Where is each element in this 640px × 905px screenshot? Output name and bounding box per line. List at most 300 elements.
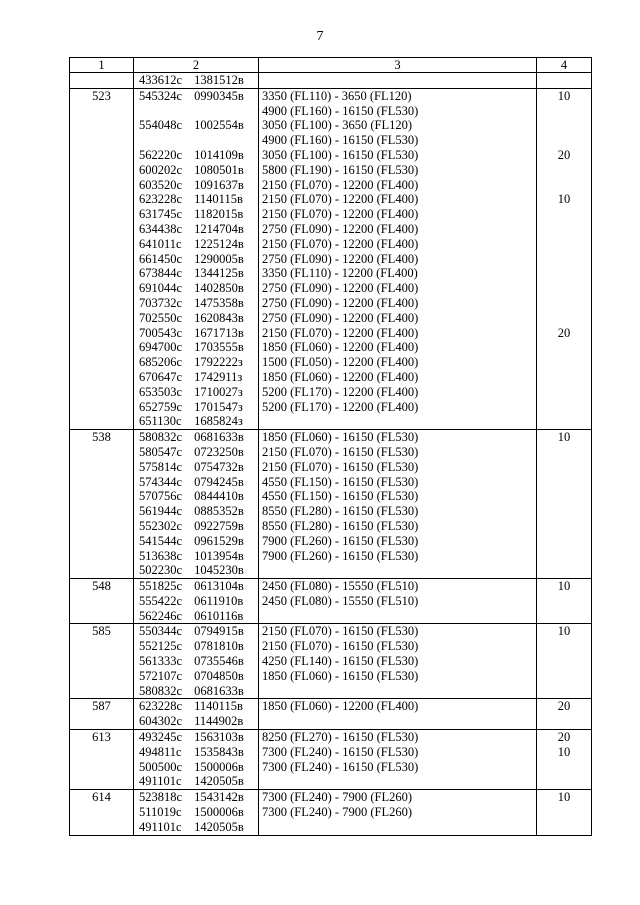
coordinate-line (134, 266, 258, 281)
coordinate-line (134, 639, 258, 654)
route-number: 523 (92, 88, 111, 103)
latitude: 600202с (139, 162, 183, 177)
latitude: 702550с (139, 310, 183, 325)
value (537, 654, 591, 669)
longitude: 1214704в (194, 221, 244, 236)
latitude: 493245с (139, 730, 183, 745)
value (537, 73, 591, 88)
table-row (70, 579, 592, 624)
longitude: 1701547з (194, 399, 243, 414)
altitude-range: 5800 (FL190) - 16150 (FL530) (262, 162, 419, 177)
value (537, 222, 591, 237)
latitude: 551825с (139, 579, 183, 594)
latitude: 651130с (139, 414, 182, 429)
coordinate-line (134, 252, 258, 267)
table-row (70, 624, 592, 699)
route-number (70, 73, 133, 88)
latitude: 604302с (139, 714, 183, 729)
value (537, 118, 591, 133)
column-header-1: 1 (70, 58, 134, 73)
value-cell (537, 88, 592, 429)
coordinate-line (134, 178, 258, 193)
altitude-range: 7900 (FL260) - 16150 (FL530) (262, 533, 419, 548)
longitude: 1140115в (194, 699, 243, 714)
latitude: 561333с (139, 654, 183, 669)
value: 20 (557, 325, 571, 340)
longitude: 1002554в (194, 118, 244, 133)
altitude-range: 7300 (FL240) - 16150 (FL530) (262, 744, 419, 759)
coordinate-line (134, 370, 258, 385)
longitude: 0781810в (194, 639, 244, 654)
value-cell (537, 624, 592, 699)
coordinate-line (134, 207, 258, 222)
latitude: 580832с (139, 683, 183, 698)
altitude-range: 2150 (FL070) - 12200 (FL400) (262, 325, 419, 340)
value (537, 475, 591, 490)
latitude: 554048с (139, 118, 183, 133)
value (537, 549, 591, 564)
altitude-range: 2150 (FL070) - 16150 (FL530) (262, 459, 419, 474)
column-header-2: 2 (134, 58, 259, 73)
latitude: 694700с (139, 340, 183, 355)
value (537, 104, 591, 119)
altitude-range (259, 609, 536, 624)
value (537, 760, 591, 775)
altitude-range: 1850 (FL060) - 12200 (FL400) (262, 699, 419, 714)
longitude: 1703555в (194, 340, 244, 355)
longitude: 1140115в (194, 192, 243, 207)
coordinates-cell (134, 699, 259, 730)
table-header-row (70, 58, 592, 73)
value: 10 (557, 579, 571, 594)
value (537, 534, 591, 549)
route-number: 548 (92, 579, 111, 594)
longitude: 0681633в (194, 430, 244, 445)
coordinate-line (134, 118, 258, 133)
longitude: 1091637в (194, 177, 244, 192)
value (537, 237, 591, 252)
value (537, 639, 591, 654)
coordinate-line (134, 579, 258, 594)
altitude-range: 1850 (FL060) - 16150 (FL530) (262, 430, 419, 445)
latitude: 491101с (139, 819, 182, 834)
altitude-range: 1500 (FL050) - 12200 (FL400) (262, 355, 419, 370)
table-row (70, 790, 592, 835)
value (537, 207, 591, 222)
longitude: 1144902в (194, 714, 244, 729)
latitude: 580832с (139, 430, 183, 445)
coordinates-cell (134, 624, 259, 699)
longitude: 1225124в (194, 236, 244, 251)
longitude: 0613104в (194, 579, 244, 594)
value-cell (537, 790, 592, 835)
latitude: 623228с (139, 699, 183, 714)
coordinate-line (134, 714, 258, 729)
coordinate-line (134, 654, 258, 669)
coordinate-line (134, 730, 258, 745)
longitude: 1402850в (194, 281, 244, 296)
value (537, 178, 591, 193)
longitude: 0961529в (194, 533, 244, 548)
coordinate-line (134, 519, 258, 534)
latitude: 511019с (139, 805, 182, 820)
longitude: 1013954в (194, 548, 244, 563)
route-number-cell (70, 73, 134, 89)
coordinate-line (134, 148, 258, 163)
longitude: 0844410в (194, 489, 244, 504)
value (537, 609, 591, 624)
altitude-range (259, 684, 536, 699)
longitude: 1710027з (194, 384, 243, 399)
altitude-range: 8550 (FL280) - 16150 (FL530) (262, 504, 419, 519)
value (537, 252, 591, 267)
value: 10 (557, 430, 571, 445)
value (537, 519, 591, 534)
latitude: 570756с (139, 489, 183, 504)
coordinate-line (134, 563, 258, 578)
coordinates-cell (134, 790, 259, 835)
altitude-range: 2750 (FL090) - 12200 (FL400) (262, 251, 419, 266)
value (537, 133, 591, 148)
longitude: 1182015в (194, 207, 244, 222)
route-number-cell (70, 430, 134, 579)
value: 20 (557, 147, 571, 162)
coordinate-line (134, 430, 258, 445)
altitude-range: 2750 (FL090) - 12200 (FL400) (262, 221, 419, 236)
altitude-range-cell (259, 579, 537, 624)
latitude: 562246с (139, 608, 183, 623)
latitude: 513638с (139, 548, 183, 563)
value (537, 340, 591, 355)
table-row (70, 730, 592, 790)
coordinate-line (134, 760, 258, 775)
value (537, 311, 591, 326)
coordinate-line (134, 296, 258, 311)
latitude: 555422с (139, 593, 183, 608)
latitude: 574344с (139, 474, 183, 489)
route-number: 585 (92, 624, 111, 639)
longitude: 1290005в (194, 251, 244, 266)
route-number-cell (70, 730, 134, 790)
altitude-range: 2150 (FL070) - 16150 (FL530) (262, 444, 419, 459)
altitude-range: 4550 (FL150) - 16150 (FL530) (262, 489, 419, 504)
altitude-range: 2150 (FL070) - 12200 (FL400) (262, 192, 419, 207)
altitude-range: 2750 (FL090) - 12200 (FL400) (262, 281, 419, 296)
longitude: 1475358в (194, 295, 244, 310)
value (537, 820, 591, 835)
value (537, 163, 591, 178)
value-cell (537, 430, 592, 579)
route-number: 614 (92, 790, 111, 805)
longitude: 1381512в (194, 73, 244, 87)
value: 20 (557, 699, 571, 714)
route-number-cell (70, 624, 134, 699)
altitude-range: 2450 (FL080) - 15550 (FL510) (262, 593, 419, 608)
coordinates-cell (134, 579, 259, 624)
value (537, 563, 591, 578)
latitude: 491101с (139, 774, 182, 789)
coordinate-line (134, 163, 258, 178)
coordinates-cell (134, 730, 259, 790)
value (537, 774, 591, 789)
value (537, 489, 591, 504)
coordinate-line (134, 745, 258, 760)
coordinate-line (134, 549, 258, 564)
route-number: 613 (92, 730, 111, 745)
altitude-range (259, 414, 536, 429)
latitude: 653503с (139, 384, 183, 399)
coordinate-line (134, 475, 258, 490)
value (537, 460, 591, 475)
longitude: 1344125в (194, 266, 244, 281)
coordinate-line (134, 311, 258, 326)
longitude: 0794915в (194, 624, 244, 639)
longitude: 1535843в (194, 744, 244, 759)
latitude: 545324с (139, 88, 183, 103)
latitude: 575814с (139, 459, 183, 474)
value-cell (537, 699, 592, 730)
latitude: 700543с (139, 325, 183, 340)
coordinate-line (134, 192, 258, 207)
altitude-range (259, 563, 536, 578)
altitude-range (259, 73, 536, 88)
altitude-range: 2750 (FL090) - 12200 (FL400) (262, 310, 419, 325)
longitude: 0611910в (194, 593, 244, 608)
value (537, 714, 591, 729)
longitude: 1543142в (194, 790, 244, 805)
altitude-range: 2150 (FL070) - 12200 (FL400) (262, 236, 419, 251)
route-number-cell (70, 88, 134, 429)
coordinate-line (134, 790, 258, 805)
coordinate-line (134, 400, 258, 415)
altitude-range: 1850 (FL060) - 12200 (FL400) (262, 340, 419, 355)
altitude-range: 1850 (FL060) - 16150 (FL530) (262, 668, 419, 683)
altitude-range-cell (259, 88, 537, 429)
value (537, 594, 591, 609)
coordinate-line (134, 489, 258, 504)
value (537, 385, 591, 400)
altitude-range: 2450 (FL080) - 15550 (FL510) (262, 579, 419, 594)
table-row (70, 430, 592, 579)
longitude: 1045230в (194, 563, 244, 578)
longitude: 1742911з (194, 369, 243, 384)
latitude: 561944с (139, 504, 183, 519)
value: 10 (557, 790, 571, 805)
altitude-range: 8550 (FL280) - 16150 (FL530) (262, 518, 419, 533)
longitude: 0681633в (194, 683, 244, 698)
altitude-range (259, 774, 536, 789)
longitude: 1792222з (194, 355, 243, 370)
latitude: 500500с (139, 759, 183, 774)
longitude: 1671713в (194, 325, 244, 340)
latitude: 634438с (139, 221, 183, 236)
altitude-range-cell (259, 430, 537, 579)
altitude-range: 7900 (FL260) - 16150 (FL530) (262, 548, 419, 563)
latitude: 523818с (139, 790, 183, 805)
latitude: 494811с (139, 744, 182, 759)
longitude: 1014109в (194, 147, 244, 162)
latitude: 641011с (139, 236, 182, 251)
coordinate-line (134, 237, 258, 252)
value (537, 684, 591, 699)
coordinate-line (134, 222, 258, 237)
route-number-cell (70, 790, 134, 835)
coordinate-line (134, 414, 258, 429)
altitude-range-cell (259, 699, 537, 730)
coordinate-line (134, 699, 258, 714)
latitude: 631745с (139, 207, 183, 222)
longitude: 0922759в (194, 518, 244, 533)
value (537, 355, 591, 370)
route-number-cell (70, 579, 134, 624)
airspace-table (69, 57, 592, 836)
value-cell (537, 730, 592, 790)
longitude: 0735546в (194, 654, 244, 669)
altitude-range-cell (259, 790, 537, 835)
longitude: 0990345в (194, 88, 244, 103)
coordinate-line (134, 89, 258, 104)
value: 10 (557, 192, 571, 207)
latitude: 673844с (139, 266, 183, 281)
longitude: 1500006в (194, 759, 244, 774)
coordinate-line (134, 609, 258, 624)
altitude-range: 2150 (FL070) - 16150 (FL530) (262, 624, 419, 639)
latitude: 541544с (139, 533, 183, 548)
coordinate-line (134, 355, 258, 370)
coordinate-line (134, 340, 258, 355)
longitude: 0723250в (194, 444, 244, 459)
latitude: 552302с (139, 518, 183, 533)
column-header-3: 3 (259, 58, 537, 73)
altitude-range: 2150 (FL070) - 12200 (FL400) (262, 207, 419, 222)
coordinate-line (134, 669, 258, 684)
altitude-range: 2150 (FL070) - 16150 (FL530) (262, 639, 419, 654)
longitude: 1563103в (194, 730, 244, 745)
value-cell (537, 579, 592, 624)
coordinate-line (134, 684, 258, 699)
coordinate-line (134, 624, 258, 639)
value (537, 266, 591, 281)
altitude-range: 2150 (FL070) - 12200 (FL400) (262, 177, 419, 192)
altitude-range: 8250 (FL270) - 16150 (FL530) (262, 730, 419, 745)
value (537, 400, 591, 415)
value (537, 445, 591, 460)
coordinates-cell (134, 73, 259, 89)
coordinate-line (134, 774, 258, 789)
altitude-range: 7300 (FL240) - 7900 (FL260) (262, 805, 412, 820)
longitude: 1685824з (194, 414, 243, 429)
altitude-range: 3050 (FL100) - 3650 (FL120) (262, 118, 412, 133)
coordinate-line (134, 445, 258, 460)
latitude: 552125с (139, 639, 183, 654)
longitude: 0754732в (194, 459, 244, 474)
altitude-range: 3050 (FL100) - 16150 (FL530) (262, 147, 419, 162)
latitude: 670647с (139, 369, 183, 384)
altitude-range-cell (259, 624, 537, 699)
altitude-range: 3350 (FL110) - 12200 (FL400) (262, 266, 418, 281)
latitude: 502230с (139, 563, 183, 578)
coordinate-line (134, 534, 258, 549)
table-row (70, 699, 592, 730)
altitude-range: 1850 (FL060) - 12200 (FL400) (262, 369, 419, 384)
altitude-range: 4900 (FL160) - 16150 (FL530) (262, 103, 419, 118)
coordinate-line (134, 281, 258, 296)
table-row (70, 73, 592, 89)
latitude: 623228с (139, 192, 183, 207)
route-number: 538 (92, 430, 111, 445)
latitude: 562220с (139, 147, 183, 162)
altitude-range: 4900 (FL160) - 16150 (FL530) (262, 133, 419, 148)
value: 10 (557, 744, 571, 759)
value-cell (537, 73, 592, 89)
value (537, 504, 591, 519)
longitude: 1420505в (194, 774, 244, 789)
longitude: 1080501в (194, 162, 244, 177)
value (537, 370, 591, 385)
longitude: 1620843в (194, 310, 244, 325)
coordinate-line (134, 594, 258, 609)
value: 20 (557, 730, 571, 745)
value: 10 (557, 624, 571, 639)
latitude: 691044с (139, 281, 183, 296)
coordinate-line (134, 460, 258, 475)
coordinate-line (134, 805, 258, 820)
altitude-range: 4550 (FL150) - 16150 (FL530) (262, 474, 419, 489)
latitude: 433612с (139, 73, 183, 87)
coordinate-line (134, 326, 258, 341)
coordinate-line (134, 504, 258, 519)
page-number: 7 (316, 29, 324, 44)
latitude: 685206с (139, 355, 183, 370)
coordinate-line (134, 104, 258, 119)
route-number: 587 (92, 699, 111, 714)
latitude: 661450с (139, 251, 183, 266)
coordinate-line (134, 133, 258, 148)
longitude: 0794245в (194, 474, 244, 489)
value: 10 (557, 88, 571, 103)
altitude-range: 3350 (FL110) - 3650 (FL120) (262, 88, 412, 103)
altitude-range: 7300 (FL240) - 16150 (FL530) (262, 759, 419, 774)
latitude: 703732с (139, 295, 183, 310)
altitude-range-cell (259, 73, 537, 89)
altitude-range-cell (259, 730, 537, 790)
altitude-range (259, 714, 536, 729)
column-header-4: 4 (537, 58, 592, 73)
coordinate-line (134, 73, 258, 88)
value (537, 669, 591, 684)
latitude: 580547с (139, 444, 183, 459)
coordinate-line (134, 385, 258, 400)
coordinates-cell (134, 430, 259, 579)
latitude: 603520с (139, 177, 183, 192)
longitude: 0610116в (194, 608, 244, 623)
altitude-range: 2750 (FL090) - 12200 (FL400) (262, 295, 419, 310)
value (537, 296, 591, 311)
coordinates-cell (134, 88, 259, 429)
coordinate-line (134, 820, 258, 835)
altitude-range (259, 820, 536, 835)
longitude: 0885352в (194, 504, 244, 519)
longitude: 0704850в (194, 668, 244, 683)
altitude-range: 5200 (FL170) - 12200 (FL400) (262, 399, 419, 414)
latitude: 652759с (139, 399, 183, 414)
latitude: 550344с (139, 624, 183, 639)
longitude: 1500006в (194, 805, 244, 820)
longitude: 1420505в (194, 819, 244, 834)
latitude: 572107с (139, 668, 183, 683)
table-row (70, 88, 592, 429)
route-number-cell (70, 699, 134, 730)
